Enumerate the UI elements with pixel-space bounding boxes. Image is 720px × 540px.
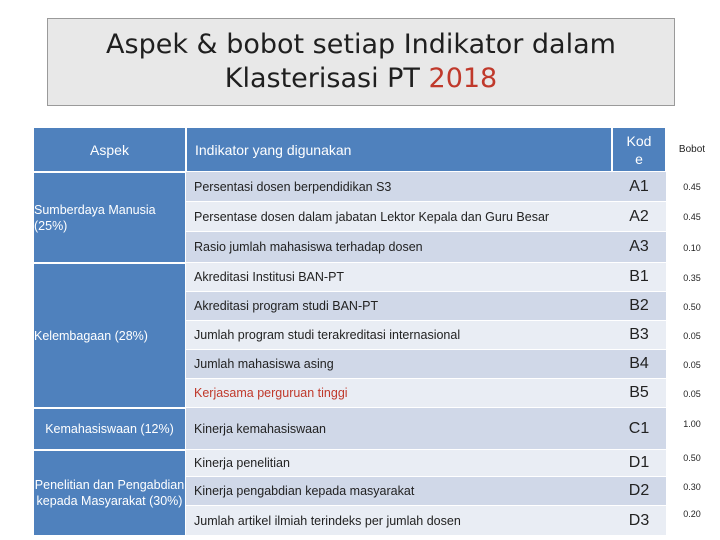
table-row-indikator: Kinerja pengabdian kepada masyarakat — [186, 477, 612, 506]
table-row-kode: B4 — [612, 350, 666, 379]
table-row-kode: A1 — [612, 172, 666, 202]
table-row-kode: C1 — [612, 408, 666, 450]
table-row-indikator: Jumlah artikel ilmiah terindeks per jumlah dosen — [186, 506, 612, 536]
aspek-sdm: Sumberdaya Manusia (25%) — [33, 172, 186, 263]
table-row-bobot: 1.00 — [683, 419, 701, 429]
aspek-penelitian: Penelitian dan Pengabdian kepada Masyarakat (30%) — [33, 450, 186, 536]
table-row-kode: A2 — [612, 202, 666, 232]
aspek-kelembagaan: Kelembagaan (28%) — [33, 263, 186, 408]
table-row-bobot: 0.05 — [683, 388, 701, 399]
table-row-indikator: Persentase dosen dalam jabatan Lektor Kepala dan Guru Besar — [186, 202, 612, 232]
header-aspek: Aspek — [33, 127, 186, 172]
header-bobot: Bobot — [678, 144, 706, 155]
header-kode: Kod e — [612, 127, 666, 172]
table-row-kode: B2 — [612, 292, 666, 321]
table-row-kode: D1 — [612, 450, 666, 477]
table-row-indikator: Jumlah program studi terakreditasi internasional — [186, 321, 612, 350]
slide-title — [47, 18, 675, 106]
table-row-bobot: 0.05 — [683, 359, 701, 370]
table-row-kode: B5 — [612, 379, 666, 408]
table-row-indikator: Jumlah mahasiswa asing — [186, 350, 612, 379]
table-row-bobot: 0.50 — [683, 452, 701, 463]
header-indikator: Indikator yang digunakan — [186, 127, 612, 172]
table-row-indikator: Persentasi dosen berpendidikan S3 — [186, 172, 612, 202]
table-row-bobot: 0.05 — [683, 330, 701, 341]
table-row-bobot: 0.45 — [683, 212, 701, 222]
table-row-indikator-highlight: Kerjasama perguruan tinggi — [186, 379, 612, 408]
table-row-kode: B3 — [612, 321, 666, 350]
table-row-kode: D3 — [612, 506, 666, 536]
table-row-indikator: Kinerja penelitian — [186, 450, 612, 477]
table-row-bobot: 0.30 — [683, 482, 701, 492]
table-row-bobot: 0.10 — [683, 242, 701, 253]
table-row-kode: A3 — [612, 232, 666, 263]
table-row-kode: D2 — [612, 477, 666, 506]
title-line-2 — [225, 62, 497, 96]
table-row-bobot: 0.50 — [683, 301, 701, 312]
title-text: Klasterisasi PT — [224, 63, 429, 94]
table-row-bobot: 0.35 — [683, 272, 701, 283]
table-row-kode: B1 — [612, 263, 666, 292]
table-row-indikator: Rasio jumlah mahasiswa terhadap dosen — [186, 232, 612, 263]
aspek-kemahasiswaan: Kemahasiswaan (12%) — [33, 408, 186, 450]
table-row-indikator: Kinerja kemahasiswaan — [186, 408, 612, 450]
table-row-indikator: Akreditasi Institusi BAN-PT — [186, 263, 612, 292]
title-year: 2018 — [428, 63, 498, 94]
table-row-bobot: 0.20 — [683, 509, 701, 519]
title-line-1: Aspek & bobot setiap Indikator dalam — [106, 29, 616, 60]
table-row-indikator: Akreditasi program studi BAN-PT — [186, 292, 612, 321]
table-row-bobot: 0.45 — [683, 182, 701, 192]
